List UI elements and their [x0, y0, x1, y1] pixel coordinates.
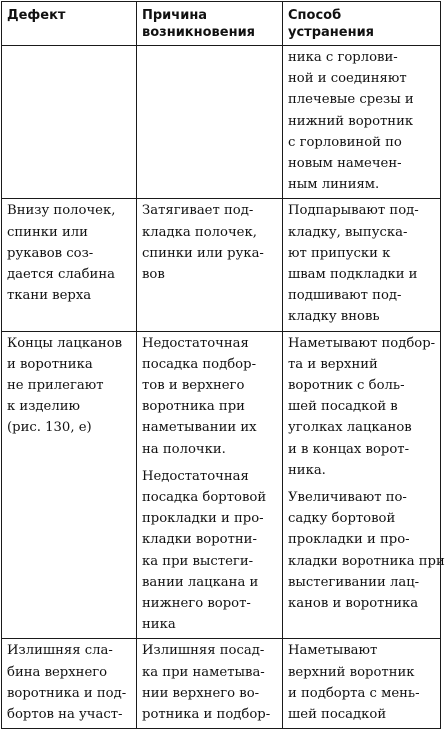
table-body	[2, 46, 445, 729]
header-row	[2, 2, 441, 46]
cell-paragraph	[142, 200, 278, 285]
cell-line: та и верхний	[288, 356, 378, 372]
cell-line: ника	[142, 617, 176, 633]
header-cause	[137, 2, 283, 46]
cell-cause	[137, 199, 283, 331]
cell-line: вов	[142, 267, 165, 283]
cell-line: не прилегают	[7, 378, 104, 394]
cell-line: Подпарывают под-	[288, 203, 419, 219]
cell-line: посадка подбор-	[142, 356, 257, 372]
cell-line: ным линиям.	[288, 177, 380, 193]
cell-line: посадка бортовой	[142, 490, 267, 506]
defects-table	[1, 1, 445, 729]
cell-paragraph	[142, 640, 278, 725]
cell-line: плечевые срезы и	[288, 92, 414, 108]
cell-defect	[2, 639, 137, 729]
cell-line: кладку вновь	[288, 309, 380, 325]
cell-paragraph	[7, 333, 132, 439]
cell-line: верхний воротник	[288, 664, 415, 680]
cell-line: канов и воротника	[288, 596, 419, 612]
cell-paragraph	[288, 333, 436, 481]
cell-line: ника.	[288, 462, 326, 478]
cell-paragraph	[142, 333, 278, 460]
cell-paragraph	[142, 466, 278, 636]
cell-line: новым намечен-	[288, 156, 402, 172]
cell-line: Наметывают	[288, 643, 378, 659]
cell-paragraph	[288, 487, 445, 614]
header-defect	[2, 2, 137, 46]
cell-fix	[283, 199, 441, 331]
cell-line: уголках лацканов	[288, 420, 412, 436]
cell-line: подшивают под-	[288, 288, 402, 304]
header-fix	[283, 2, 441, 46]
cell-line: шей посадкой	[288, 707, 387, 723]
cell-line: ткани верха	[7, 288, 92, 304]
cell-line: кладки воротника при	[288, 553, 445, 569]
cell-line: шей посадкой в	[288, 399, 398, 415]
cell-fix	[283, 639, 441, 729]
cell-line: ной и соединяют	[288, 71, 407, 87]
cell-line: Излишняя сла-	[7, 643, 113, 659]
cell-line: Увеличивают по-	[288, 490, 407, 506]
cell-line: ротника и подбор-	[142, 707, 271, 723]
header-line: Дефект	[7, 8, 66, 23]
cell-paragraph	[7, 640, 132, 725]
cell-fix	[283, 331, 445, 639]
cell-line: на полочки.	[142, 441, 226, 457]
table-row	[2, 331, 441, 639]
cell-paragraph	[7, 200, 132, 306]
cell-line: к изделию	[7, 399, 80, 415]
cell-paragraph	[288, 640, 436, 725]
cell-defect	[2, 46, 137, 199]
cell-line: и подборта с мень-	[288, 685, 420, 701]
cell-line: выстегивании лац-	[288, 574, 420, 590]
cell-line: спинки или	[7, 224, 88, 240]
cell-line: садку бортовой	[288, 511, 396, 527]
table-row	[2, 46, 441, 199]
cell-line: вании лацкана и	[142, 574, 259, 590]
cell-line: Излишняя посад-	[142, 643, 265, 659]
header-line: возникновения	[142, 25, 256, 40]
cell-line: и в концах ворот-	[288, 441, 410, 457]
cell-cause	[137, 331, 283, 639]
cell-line: бина верхнего	[7, 664, 108, 680]
cell-paragraph	[288, 47, 436, 195]
cell-line: Внизу полочек,	[7, 203, 116, 219]
cell-line: Недостаточная	[142, 468, 249, 484]
cell-line: кладку, выпуска-	[288, 224, 408, 240]
cell-line: дается слабина	[7, 267, 115, 283]
cell-line: швам подкладки и	[288, 267, 418, 283]
cell-line: с горловиной по	[288, 134, 402, 150]
cell-line: и воротника	[7, 356, 93, 372]
cell-line: наметывании их	[142, 420, 257, 436]
cell-line: воротника и под-	[7, 685, 127, 701]
header-line: устранения	[288, 25, 375, 40]
table-row	[2, 639, 441, 729]
cell-line: бортов на участ-	[7, 707, 123, 723]
cell-line: прокладки и про-	[142, 511, 264, 527]
header-line: Способ	[288, 8, 342, 23]
cell-line: (рис. 130, е)	[7, 420, 92, 436]
cell-line: Наметывают подбор-	[288, 335, 436, 351]
cell-line: ка при наметыва-	[142, 664, 265, 680]
cell-line: Затягивает под-	[142, 203, 254, 219]
cell-line: нижний воротник	[288, 113, 414, 129]
cell-line: ют припуски к	[288, 245, 391, 261]
cell-defect	[2, 331, 137, 639]
cell-line: нии верхнего во-	[142, 685, 260, 701]
cell-line: кладка полочек,	[142, 224, 257, 240]
cell-defect	[2, 199, 137, 331]
cell-cause	[137, 639, 283, 729]
cell-line: ка при выстеги-	[142, 553, 254, 569]
cell-line: Недостаточная	[142, 335, 249, 351]
cell-line: кладки воротни-	[142, 532, 257, 548]
table-row	[2, 199, 441, 331]
cell-line: Концы лацканов	[7, 335, 123, 351]
cell-line: рукавов соз-	[7, 245, 94, 261]
cell-line: спинки или рука-	[142, 245, 264, 261]
cell-fix	[283, 46, 441, 199]
cell-cause	[137, 46, 283, 199]
cell-line: тов и верхнего	[142, 378, 245, 394]
cell-paragraph	[288, 200, 436, 327]
cell-line: воротник с боль-	[288, 378, 405, 394]
cell-line: прокладки и про-	[288, 532, 410, 548]
cell-line: воротника при	[142, 399, 245, 415]
header-line: Причина	[142, 8, 208, 23]
cell-line: ника с горлови-	[288, 50, 398, 65]
cell-line: нижнего ворот-	[142, 596, 251, 612]
